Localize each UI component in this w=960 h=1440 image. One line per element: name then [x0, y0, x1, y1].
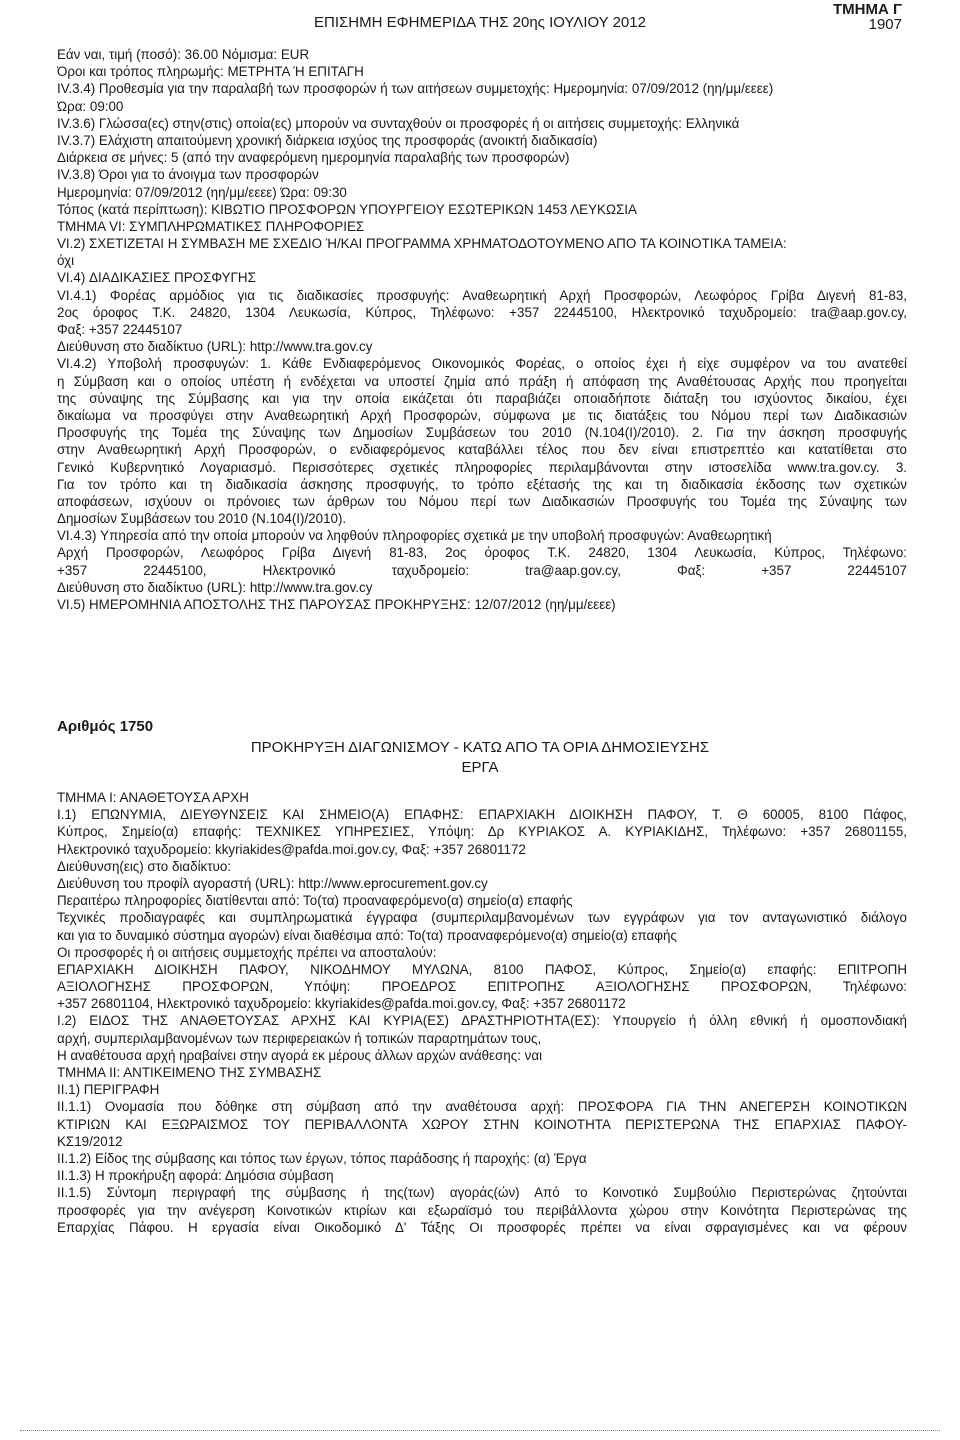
- text-line: Ι.2) ΕΙΔΟΣ ΤΗΣ ΑΝΑΘΕΤΟΥΣΑΣ ΑΡΧΗΣ ΚΑΙ ΚΥΡΙΑ(ΕΣ) ΔΡΑΣΤΗΡΙΟΤΗΤΑ(ΕΣ): Υπουργείο ή όλλη εθνική ή ομοσπονδιακή: [57, 1013, 907, 1029]
- text-line: ΤΜΗΜΑ ΙΙ: ΑΝΤΙΚΕΙΜΕΝΟ ΤΗΣ ΣΥΜΒΑΣΗΣ: [57, 1065, 322, 1080]
- notice-title-line: ΠΡΟΚΗΡΥΞΗ ΔΙΑΓΩΝΙΣΜΟΥ - ΚΑΤΩ ΑΠΟ ΤΑ ΟΡΙΑ ΔΗΜΟΣΙΕΥΣΗΣ: [250, 739, 710, 756]
- text-line: ΙΙ.1.1) Ονομασία που δόθηκε στη σύμβαση από την αναθέτουσα αρχή: ΠΡΟΣΦΟΡΑ ΓΙΑ ΤΗΝ ΑΝΕΓΕΡΣΗ ΚΟΙΝΟΤΙΚΩΝ: [57, 1099, 907, 1115]
- text-line: Γενικό Κυβερνητικό Λογαριασμό. Περισσότερες σχετικές πληροφορίες περιλαμβάνονται στην ιστοσελίδα www.tra.gov.cy. 3.: [57, 459, 907, 475]
- text-line: VI.5) ΗΜΕΡΟΜΗΝΙΑ ΑΠΟΣΤΟΛΗΣ ΤΗΣ ΠΑΡΟΥΣΑΣ ΠΡΟΚΗΡΥΞΗΣ: 12/07/2012 (ηη/μμ/εεεε): [57, 597, 616, 612]
- text-line: Διάρκεια σε μήνες: 5 (από την αναφερόμενη ημερομηνία παραλαβής των προσφορών): [57, 150, 570, 166]
- previous-notice-continuation: [57, 46, 907, 613]
- text-line: VI.4.1) Φορέας αρμόδιος για τις διαδικασίες προσφυγής: Αναθεωρητική Αρχή Προσφορών, Λεωφόρος Γρίβα Διγενή 81-83,: [57, 287, 907, 303]
- text-line: ΕΠΑΡΧΙΑΚΗ ΔΙΟΙΚΗΣΗ ΠΑΦΟΥ, ΝΙΚΟΔΗΜΟΥ ΜΥΛΩΝΑ, 8100 ΠΑΦΟΣ, Κύπρος, Σημείο(α) επαφής: ΕΠΙΤΡΟΠΗ: [57, 961, 907, 977]
- text-line: Ηλεκτρονικό ταχυδρομείο: kkyriakides@pafda.moi.gov.cy, Φαξ: +357 26801172: [57, 841, 526, 857]
- text-line: η Σύμβαση και ο οποίος υπέστη ή ενδέχεται να υποστεί ζημία από πράξη ή απόφαση της Αναθέτουσας Αρχής που προηγείται: [57, 373, 907, 389]
- text-line: Όροι και τρόπος πληρωμής: ΜΕΤΡΗΤΑ Ή ΕΠΙΤΑΓΗ: [57, 64, 364, 80]
- text-line: όχι: [57, 253, 75, 269]
- text-line: +357 22445100, Ηλεκτρονικό ταχυδρομείο: tra@aap.gov.cy, Φαξ: +357 22445107: [57, 562, 907, 578]
- text-line: Εάν ναι, τιμή (ποσό): 36.00 Νόμισμα: EUR: [57, 47, 310, 62]
- text-line: της σύναψης της Σύμβασης και για την οποία εικάζεται ότι παραβιάζει οποιαδήποτε διάταξη του ισχύοντος δικαίου, έχει: [57, 390, 907, 406]
- tender-notice-body: [57, 789, 907, 1236]
- text-line: Δημοσίων Συμβάσεων του 2010 (Ν.104(Ι)/2010).: [57, 511, 347, 527]
- notice-title: [0, 738, 960, 778]
- text-line: Η αναθέτουσα αρχή ηραβαίνει στην αγορά εκ μέρους άλλων αρχών ανάθεσης: ναι: [57, 1047, 543, 1063]
- notice-number: Αριθμός 1750: [57, 718, 154, 735]
- page-number: 1907: [868, 16, 902, 33]
- text-line: 2ος όροφος Τ.Κ. 24820, 1304 Λευκωσία, Κύπρος, Τηλέφωνο: +357 22445100, Ηλεκτρονικό ταχυδρομείο: tra@aap.gov.cy,: [57, 304, 907, 320]
- footer-rule: [20, 1430, 940, 1431]
- text-line: ΚΤΙΡΙΩΝ ΚΑΙ ΕΞΩΡΑΙΣΜΟΣ ΤΟΥ ΠΕΡΙΒΑΛΛΟΝΤΑ ΧΩΡΟΥ ΣΤΗΝ ΚΟΙΝΟΤΗΤΑ ΠΕΡΙΣΤΕΡΩΝΑ ΤΗΣ ΕΠΑΡΧΙΑΣ ΠΑΦΟΥ-: [57, 1116, 907, 1132]
- text-line: Αρχή Προσφορών, Λεωφόρος Γρίβα Διγενή 81-83, 2ος όροφος Τ.Κ. 24820, 1304 Λευκωσία, Κύπρος, Τηλέφωνο:: [57, 545, 907, 561]
- text-line: και για το δυναμικό σύστημα αγορών) είναι διαθέσιμα από: Το(τα) προαναφερόμενο(α) σημείο(α) επαφής: [57, 927, 677, 943]
- text-line: ΤΜΗΜΑ Ι: ΑΝΑΘΕΤΟΥΣΑ ΑΡΧΗ: [57, 790, 249, 805]
- text-line: αποφάσεων, ισχύουν οι πρόνοιες των άρθρων του Νόμου περί των Διαδικασιών Προσφυγής του Τομέα της Σύναψης των: [57, 493, 907, 509]
- text-line: IV.3.6) Γλώσσα(ες) στην(στις) οποία(ες) μπορούν να συνταχθούν οι προσφορές ή οι αιτήσεις συμμετοχής: Ελληνικά: [57, 115, 740, 131]
- text-line: VI.4) ΔΙΑΔΙΚΑΣΙΕΣ ΠΡΟΣΦΥΓΗΣ: [57, 270, 256, 286]
- text-line: αρχή, συμπεριλαμβανομένων των περιφερειακών ή τοπικών παραρτημάτων τους,: [57, 1030, 542, 1046]
- text-line: δικαίωμα να προσφύγει στην Αναθεωρητική Αρχή Προσφορών, σύμφωνα με τις διατάξεις του Νόμου περί των Διαδικασιών: [57, 407, 907, 423]
- text-line: IV.3.8) Όροι για το άνοιγμα των προσφορών: [57, 167, 319, 183]
- text-line: Επαρχίας Πάφου. Η εργασία είναι Οικοδομικό Δ' Τάξης Οι προσφορές πρέπει να είναι σφραγισμένες και να φέρουν: [57, 1219, 907, 1235]
- text-line: Ι.1) ΕΠΩΝΥΜΙΑ, ΔΙΕΥΘΥΝΣΕΙΣ ΚΑΙ ΣΗΜΕΙΟ(Α) ΕΠΑΦΗΣ: ΕΠΑΡΧΙΑΚΗ ΔΙΟΙΚΗΣΗ ΠΑΦΟΥ, Τ. Θ 60005, 8100 Πάφος,: [57, 807, 907, 823]
- text-line: IV.3.4) Προθεσμία για την παραλαβή των προσφορών ή των αιτήσεων συμμετοχής: Ημερομηνία: 07/09/2012 (ηη/μμ/εεεε): [57, 81, 774, 97]
- text-line: Τόπος (κατά περίπτωση): ΚΙΒΩΤΙΟ ΠΡΟΣΦΟΡΩΝ ΥΠΟΥΡΓΕΙΟΥ ΕΣΩΤΕΡΙΚΩΝ 1453 ΛΕΥΚΩΣΙΑ: [57, 201, 637, 217]
- text-line: Για τον τρόπο και τη διαδικασία άσκησης προσφυγής, το τρόπο εξέτασής της και τη διαδικασία έκδοσης των σχετικών: [57, 476, 907, 492]
- text-line: VI.4.3) Υπηρεσία από την οποία μπορούν να ληφθούν πληροφορίες σχετικά με την υποβολή προσφυγών: Αναθεωρητική: [57, 528, 772, 544]
- text-line: Φαξ: +357 22445107: [57, 322, 183, 337]
- text-line: ΤΜΗΜΑ VI: ΣΥΜΠΛΗΡΩΜΑΤΙΚΕΣ ΠΛΗΡΟΦΟΡΙΕΣ: [57, 218, 365, 234]
- text-line: Κύπρος, Σημείο(α) επαφής: ΤΕΧΝΙΚΕΣ ΥΠΗΡΕΣΙΕΣ, Υπόψη: Δρ ΚΥΡΙΑΚΟΣ Α. ΚΥΡΙΑΚΙΔΗΣ, Τηλέφωνο: +357 26801155,: [57, 824, 907, 840]
- text-line: Διεύθυνση στο διαδίκτυο (URL): http://www.tra.gov.cy: [57, 579, 373, 595]
- text-line: Οι προσφορές ή οι αιτήσεις συμμετοχής πρέπει να αποσταλούν:: [57, 944, 437, 960]
- text-line: Διεύθυνση του προφίλ αγοραστή (URL): http://www.eprocurement.gov.cy: [57, 875, 488, 891]
- text-line: ΙΙ.1.2) Είδος της σύμβασης και τόπος των έργων, τόπος παράδοσης ή παροχής: (α) Έργα: [57, 1150, 587, 1166]
- text-line: Διεύθυνση(εις) στο διαδίκτυο:: [57, 858, 232, 874]
- text-line: ΑΞΙΟΛΟΓΗΣΗΣ ΠΡΟΣΦΟΡΩΝ, Υπόψη: ΠΡΟΕΔΡΟΣ ΕΠΙΤΡΟΠΗΣ ΑΞΙΟΛΟΓΗΣΗΣ ΠΡΟΣΦΟΡΩΝ, Τηλέφωνο:: [57, 979, 907, 995]
- text-line: +357 26801104, Ηλεκτρονικό ταχυδρομείο: kkyriakides@pafda.moi.gov.cy, Φαξ: +357 26801172: [57, 996, 626, 1012]
- text-line: Διεύθυνση στο διαδίκτυο (URL): http://www.tra.gov.cy: [57, 339, 373, 355]
- notice-title-subline: ΕΡΓΑ: [461, 759, 499, 776]
- text-line: Προσφυγής της Τομέα της Σύναψης των Δημοσίων Συμβάσεων του 2010 (Ν.104(Ι)/2010). 2. Για την άσκηση προσφυγής: [57, 425, 907, 441]
- text-line: στην Αναθεωρητική Αρχή Προσφορών, ο ενδιαφερόμενος καταβάλλει τέλος που δεν είναι επιστρεπτέο και κατατίθεται στο: [57, 442, 907, 458]
- text-line: ΚΣ19/2012: [57, 1133, 123, 1149]
- text-line: Περαιτέρω πληροφορίες διατίθενται από: Το(τα) προαναφερόμενο(α) σημείο(α) επαφής: [57, 893, 573, 909]
- text-line: Ώρα: 09:00: [57, 98, 124, 114]
- gazette-header-title: ΕΠΙΣΗΜΗ ΕΦΗΜΕΡΙΔΑ ΤΗΣ 20ης ΙΟΥΛΙΟΥ 2012: [314, 14, 646, 31]
- gazette-section-label: ΤΜΗΜΑ Γ: [832, 1, 902, 18]
- text-line: ΙΙ.1.5) Σύντομη περιγραφή της σύμβασης ή της(των) αγοράς(ών) Από το Κοινοτικό Συμβούλιο Περιστερώνας ζητούνται: [57, 1185, 907, 1201]
- text-line: ΙΙ.1) ΠΕΡΙΓΡΑΦΗ: [57, 1082, 160, 1098]
- text-line: προσφορές για την ανέγερση Κοινοτικών κτιρίων και εξωραϊσμό του περιβάλλοντα χώρου στην Κοινότητα Περιστερώνας της: [57, 1202, 907, 1218]
- text-line: VI.2) ΣΧΕΤΙΖΕΤΑΙ Η ΣΥΜΒΑΣΗ ΜΕ ΣΧΕΔΙΟ Ή/ΚΑΙ ΠΡΟΓΡΑΜΜΑ ΧΡΗΜΑΤΟΔΟΤΟΥΜΕΝΟ ΑΠΟ ΤΑ ΚΟΙΝΟΤΙΚΑ ΤΑΜΕΙΑ:: [57, 236, 787, 252]
- text-line: IV.3.7) Ελάχιστη απαιτούμενη χρονική διάρκεια ισχύος της προσφοράς (ανοικτή διαδικασία): [57, 132, 598, 148]
- text-line: Τεχνικές προδιαγραφές και συμπληρωματικά έγγραφα (συμπεριλαμβανομένων των εγγράφων για τον ανταγωνιστικό διάλογο: [57, 910, 907, 926]
- text-line: VI.4.2) Υποβολή προσφυγών: 1. Κάθε Ενδιαφερόμενος Οικονομικός Φορέας, ο οποίος έχει ή είχε συμφέρον να του ανατεθεί: [57, 356, 907, 372]
- text-line: ΙΙ.1.3) Η προκήρυξη αφορά: Δημόσια σύμβαση: [57, 1168, 334, 1184]
- text-line: Ημερομηνία: 07/09/2012 (ηη/μμ/εεεε) Ώρα: 09:30: [57, 184, 347, 200]
